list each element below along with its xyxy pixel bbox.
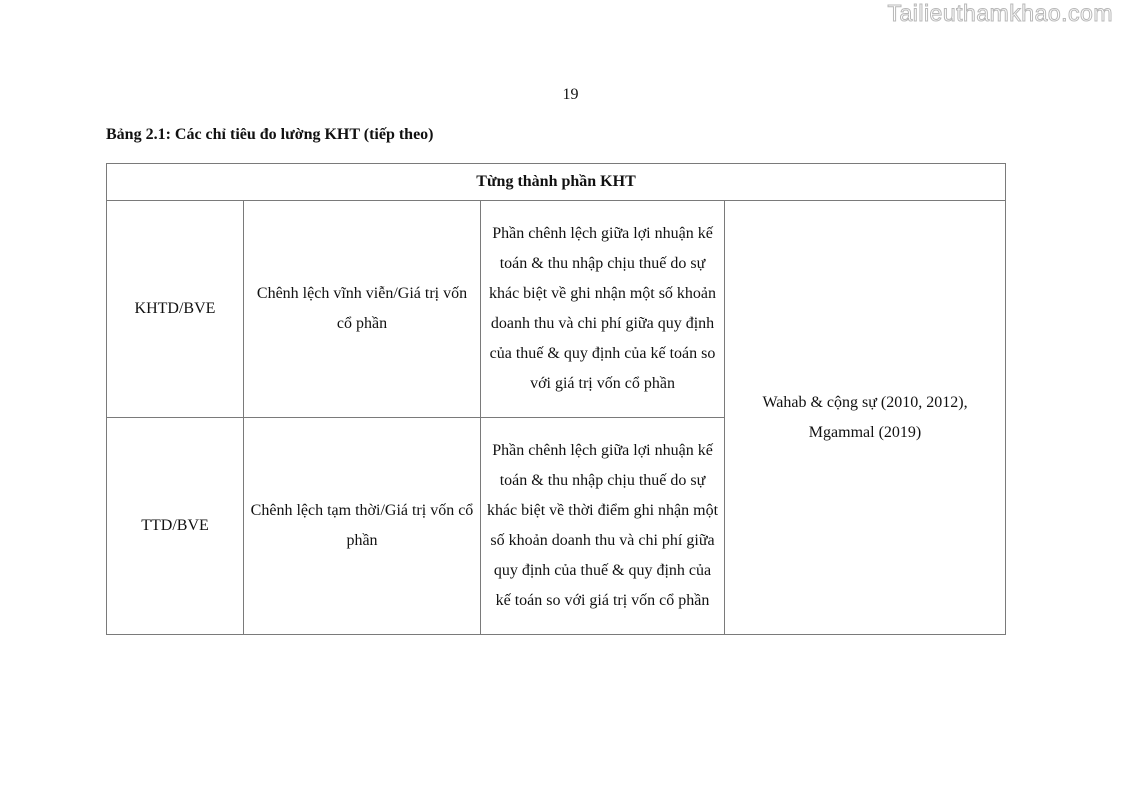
row-name: Chênh lệch tạm thời/Giá trị vốn cổ phần [244,418,481,635]
row-name: Chênh lệch vĩnh viễn/Giá trị vốn cổ phần [244,201,481,418]
table-header: Từng thành phần KHT [107,164,1006,201]
row-code: KHTD/BVE [107,201,244,418]
measurement-table [106,163,1006,635]
row-description: Phần chênh lệch giữa lợi nhuận kế toán & thu nhập chịu thuế do sự khác biệt về ghi nhận một số khoản doanh thu và chi phí giữa quy định của thuế & quy định của kế toán so với giá trị vốn cổ phần [481,201,725,418]
watermark: Tailieuthamkhao.com [887,0,1113,26]
table-caption: Bảng 2.1: Các chỉ tiêu đo lường KHT (tiếp theo) [106,126,434,143]
row-code: TTD/BVE [107,418,244,635]
page-number: 19 [562,86,579,103]
source-cell: Wahab & cộng sự (2010, 2012), Mgammal (2019) [725,201,1006,635]
table-header-row [107,164,1006,201]
table-row [107,201,1006,418]
row-description: Phần chênh lệch giữa lợi nhuận kế toán & thu nhập chịu thuế do sự khác biệt về thời điểm ghi nhận một số khoản doanh thu và chi phí giữa quy định của thuế & quy định của kế toán so với giá trị vốn cổ phần [481,418,725,635]
